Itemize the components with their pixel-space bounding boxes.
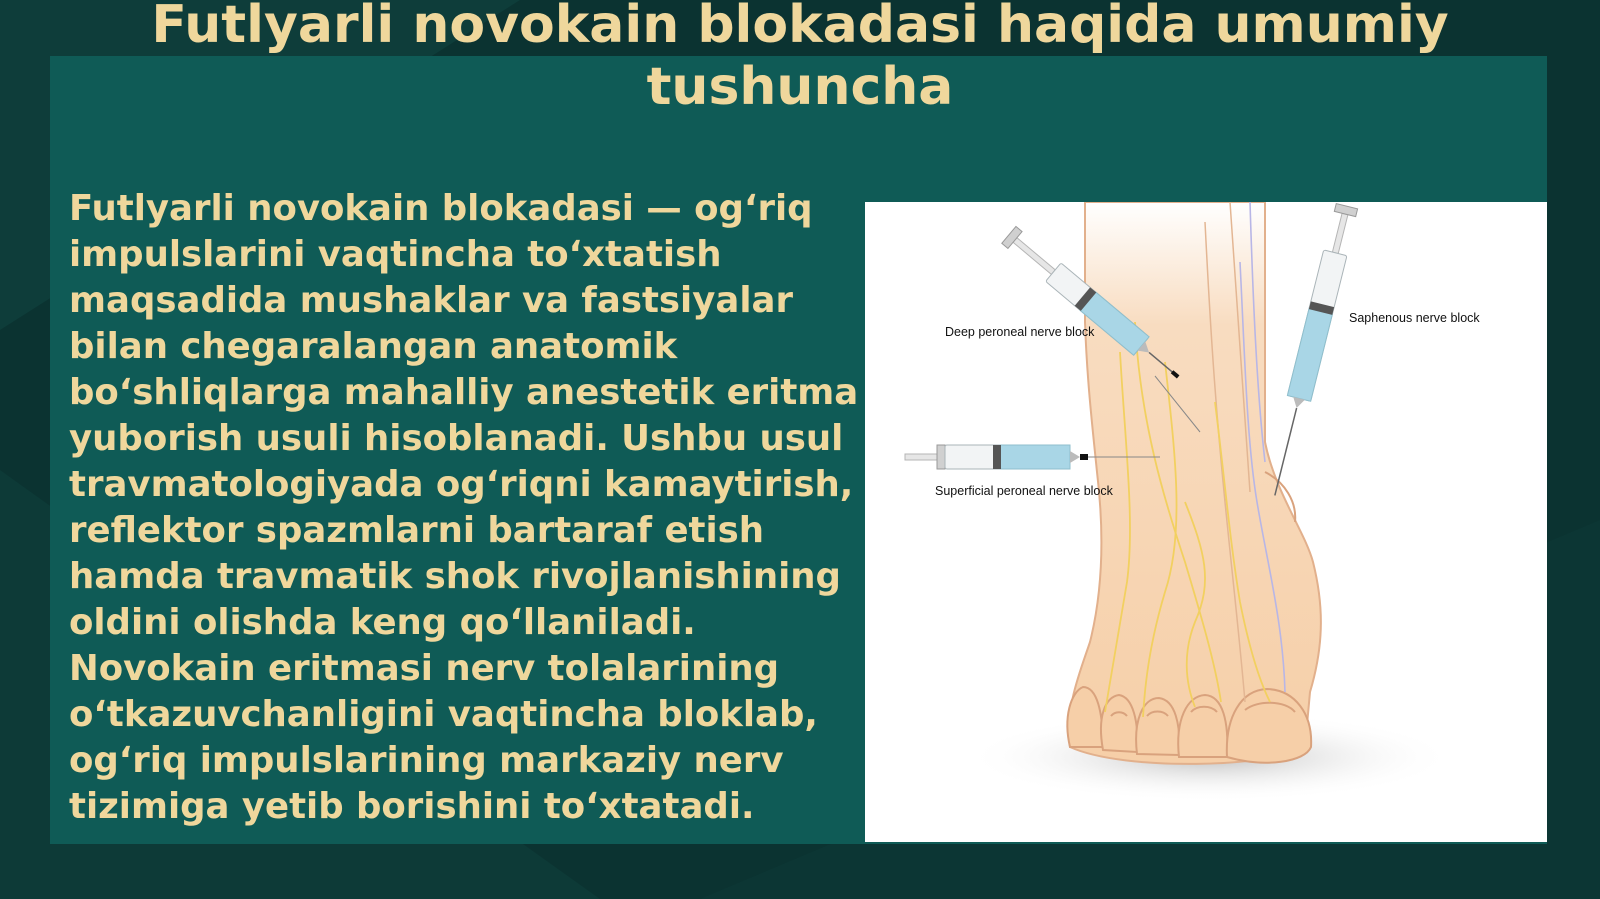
foot-drawing <box>1067 202 1320 764</box>
label-saphenous: Saphenous nerve block <box>1349 311 1480 325</box>
nerve-block-illustration <box>865 202 1547 842</box>
body-paragraph: Futlyarli novokain blokadasi — og‘riq impulslarini vaqtincha to‘xtatish maqsadida mushaklar va fastsiyalar bilan chegaralangan anatomik bo‘shliqlarga mahalliy anestetik eritma yuborish usuli hisoblanadi. Ushbu usul travmatologiyada og‘riqni kamaytirish, reflektor spazmlarni bartaraf etish hamda travmatik shok rivojlanishining oldini olishda keng qo‘llaniladi. Novokain eritmasi nerv tolalarining o‘tkazuvchanligini vaqtincha bloklab, og‘riq impulslarining markaziy nerv tizimiga yetib borishini to‘xtatadi. <box>69 188 859 827</box>
slide-title: Futlyarli novokain blokadasi haqida umumiy tushuncha <box>151 0 1449 117</box>
label-deep-peroneal: Deep peroneal nerve block <box>945 325 1095 339</box>
label-superficial-peroneal: Superficial peroneal nerve block <box>935 484 1113 498</box>
syringe-saphenous <box>1263 203 1358 498</box>
